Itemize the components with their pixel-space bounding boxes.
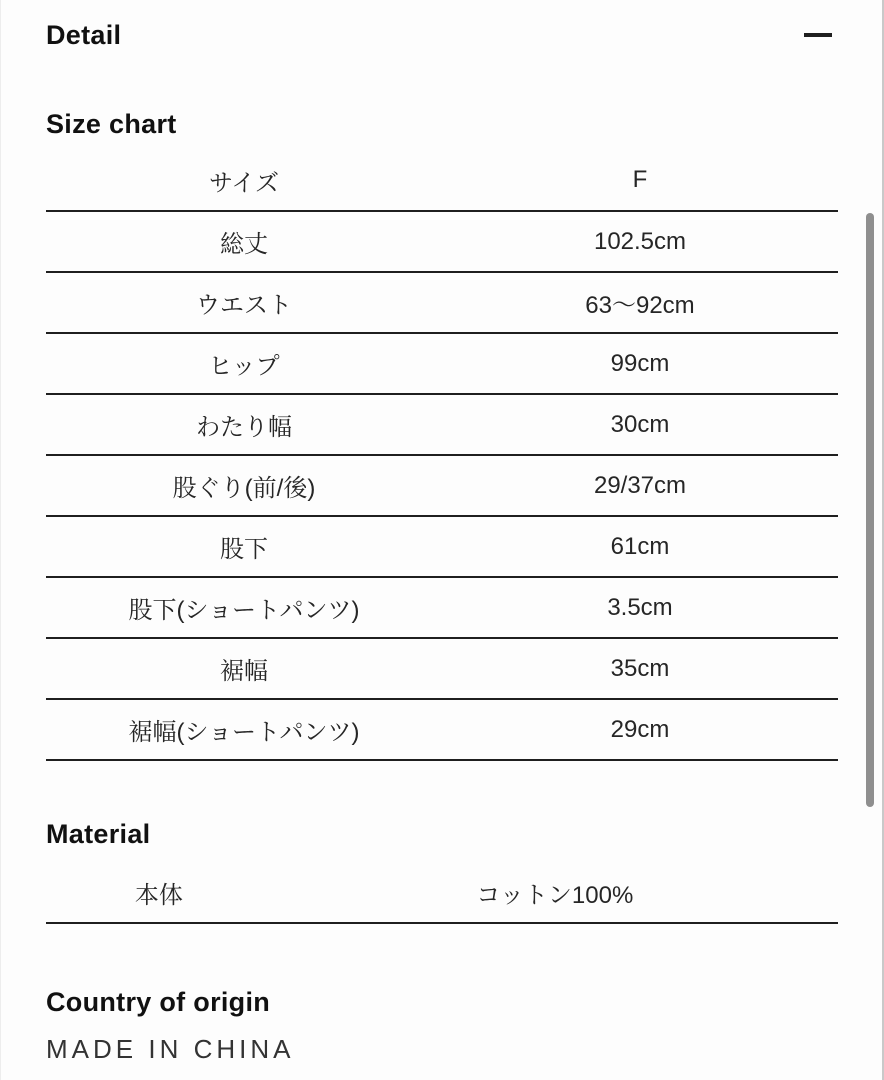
size-chart-label: 裾幅(ショートパンツ) (46, 699, 442, 760)
size-chart-row (46, 516, 838, 577)
country-of-origin-value: MADE IN CHINA (46, 1034, 295, 1064)
size-chart-value: 3.5cm (442, 577, 838, 638)
size-chart-value: F (442, 150, 838, 211)
size-chart-row (46, 333, 838, 394)
material-value: コットン100% (272, 862, 838, 923)
material-title: Material (46, 819, 151, 849)
size-chart-table (46, 150, 838, 761)
country-of-origin-title: Country of origin (46, 987, 271, 1017)
size-chart-row (46, 455, 838, 516)
size-chart-value: 99cm (442, 333, 838, 394)
scrollbar-thumb[interactable] (866, 213, 874, 807)
size-chart-title: Size chart (46, 109, 177, 139)
size-chart-row (46, 150, 838, 211)
size-chart-row (46, 394, 838, 455)
size-chart-label: ウエスト (46, 272, 442, 333)
size-chart-row (46, 211, 838, 272)
size-chart-row (46, 272, 838, 333)
size-chart-value: 35cm (442, 638, 838, 699)
size-chart-label: 股下 (46, 516, 442, 577)
size-chart-label: サイズ (46, 150, 442, 211)
size-chart-label: 総丈 (46, 211, 442, 272)
detail-section-title: Detail (46, 20, 122, 50)
size-chart-label: わたり幅 (46, 394, 442, 455)
size-chart-value: 61cm (442, 516, 838, 577)
material-table (46, 862, 838, 924)
size-chart-row (46, 577, 838, 638)
size-chart-label: 股ぐり(前/後) (46, 455, 442, 516)
collapse-detail-button[interactable] (798, 16, 838, 54)
size-chart-row (46, 638, 838, 699)
material-label: 本体 (46, 862, 272, 923)
detail-accordion-header[interactable] (46, 0, 838, 54)
material-row (46, 862, 838, 923)
size-chart-value: 63〜92cm (442, 272, 838, 333)
size-chart-value: 102.5cm (442, 211, 838, 272)
size-chart-label: 裾幅 (46, 638, 442, 699)
size-chart-value: 30cm (442, 394, 838, 455)
size-chart-label: ヒップ (46, 333, 442, 394)
minus-icon (804, 33, 832, 37)
size-chart-label: 股下(ショートパンツ) (46, 577, 442, 638)
size-chart-value: 29/37cm (442, 455, 838, 516)
size-chart-row (46, 699, 838, 760)
size-chart-value: 29cm (442, 699, 838, 760)
